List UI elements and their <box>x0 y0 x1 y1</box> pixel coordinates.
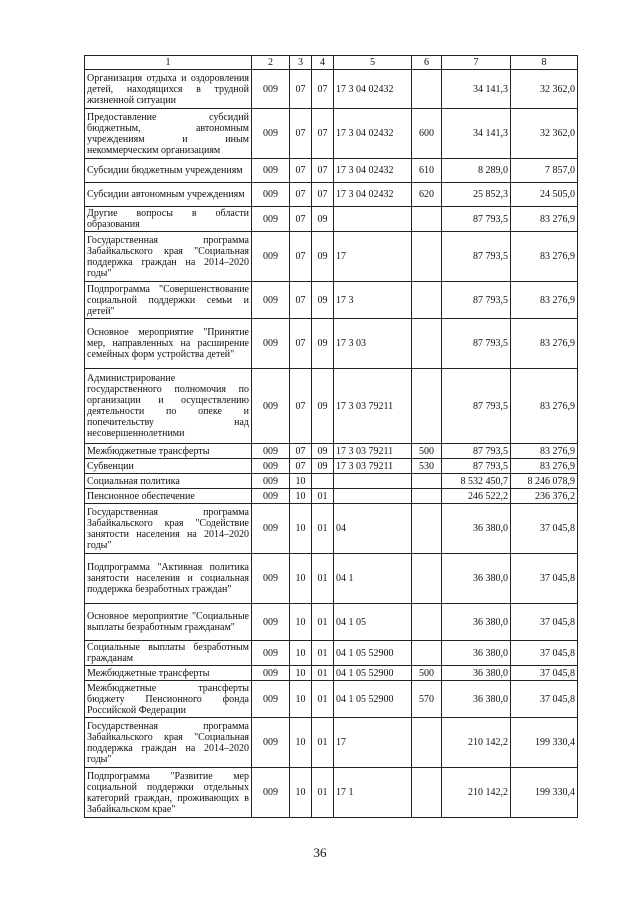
target-article-cell: 04 1 05 52900 <box>334 681 412 718</box>
row-name-cell: Социальная политика <box>85 474 252 489</box>
expense-type-cell <box>412 504 442 554</box>
amount-year1-cell: 36 380,0 <box>442 554 511 604</box>
target-article-cell: 17 3 04 02432 <box>334 183 412 207</box>
amount-year2-cell: 236 376,2 <box>511 489 578 504</box>
target-article-cell <box>334 474 412 489</box>
expense-type-cell <box>412 604 442 641</box>
table-row <box>85 319 578 369</box>
target-article-cell: 17 <box>334 718 412 768</box>
row-name-cell: Подпрограмма "Активная политика занятости населения и социальная поддержка безработных граждан" <box>85 554 252 604</box>
row-name-cell: Субвенции <box>85 459 252 474</box>
ministry-code-cell: 009 <box>252 554 290 604</box>
row-name-cell: Другие вопросы в области образования <box>85 207 252 232</box>
ministry-code-cell: 009 <box>252 159 290 183</box>
ministry-code-cell: 009 <box>252 504 290 554</box>
subsection-code-cell: 01 <box>312 554 334 604</box>
row-name-cell: Межбюджетные трансферты <box>85 666 252 681</box>
expense-type-cell <box>412 232 442 282</box>
table-row <box>85 232 578 282</box>
expense-type-cell: 620 <box>412 183 442 207</box>
section-code-cell: 07 <box>290 319 312 369</box>
section-code-cell: 10 <box>290 474 312 489</box>
amount-year1-cell: 34 141,3 <box>442 70 511 109</box>
target-article-cell: 17 3 03 <box>334 319 412 369</box>
amount-year1-cell: 210 142,2 <box>442 768 511 818</box>
amount-year1-cell: 87 793,5 <box>442 369 511 444</box>
column-header: 6 <box>412 56 442 70</box>
subsection-code-cell: 01 <box>312 768 334 818</box>
section-code-cell: 10 <box>290 768 312 818</box>
target-article-cell: 04 1 05 52900 <box>334 641 412 666</box>
row-name-cell: Предоставление субсидий бюджетным, автономным учреждениям и иным некоммерческим организациям <box>85 109 252 159</box>
target-article-cell: 04 1 05 <box>334 604 412 641</box>
target-article-cell <box>334 489 412 504</box>
subsection-code-cell <box>312 474 334 489</box>
expense-type-cell: 500 <box>412 444 442 459</box>
amount-year1-cell: 87 793,5 <box>442 207 511 232</box>
target-article-cell: 17 3 04 02432 <box>334 70 412 109</box>
amount-year2-cell: 83 276,9 <box>511 319 578 369</box>
column-header: 8 <box>511 56 578 70</box>
amount-year1-cell: 87 793,5 <box>442 232 511 282</box>
target-article-cell: 17 3 04 02432 <box>334 159 412 183</box>
subsection-code-cell: 01 <box>312 489 334 504</box>
row-name-cell: Администрирование государственного полномочия по организации и осуществлению деятельности по опеке и попечительству над несовершеннолетними <box>85 369 252 444</box>
amount-year2-cell: 37 045,8 <box>511 554 578 604</box>
page-number: 36 <box>313 845 327 860</box>
subsection-code-cell: 01 <box>312 681 334 718</box>
table-row <box>85 109 578 159</box>
amount-year1-cell: 87 793,5 <box>442 459 511 474</box>
column-header: 7 <box>442 56 511 70</box>
expense-type-cell <box>412 768 442 818</box>
amount-year1-cell: 36 380,0 <box>442 504 511 554</box>
amount-year2-cell: 83 276,9 <box>511 369 578 444</box>
ministry-code-cell: 009 <box>252 474 290 489</box>
subsection-code-cell: 01 <box>312 604 334 641</box>
ministry-code-cell: 009 <box>252 109 290 159</box>
target-article-cell: 17 3 03 79211 <box>334 459 412 474</box>
amount-year2-cell: 37 045,8 <box>511 641 578 666</box>
table-body <box>85 70 578 818</box>
ministry-code-cell: 009 <box>252 604 290 641</box>
expense-type-cell <box>412 489 442 504</box>
column-header: 1 <box>85 56 252 70</box>
row-name-cell: Социальные выплаты безработным гражданам <box>85 641 252 666</box>
amount-year1-cell: 36 380,0 <box>442 641 511 666</box>
row-name-cell: Субсидии бюджетным учреждениям <box>85 159 252 183</box>
ministry-code-cell: 009 <box>252 70 290 109</box>
amount-year2-cell: 83 276,9 <box>511 444 578 459</box>
subsection-code-cell: 07 <box>312 159 334 183</box>
amount-year2-cell: 83 276,9 <box>511 459 578 474</box>
subsection-code-cell: 01 <box>312 718 334 768</box>
amount-year2-cell: 32 362,0 <box>511 109 578 159</box>
ministry-code-cell: 009 <box>252 369 290 444</box>
table-row <box>85 504 578 554</box>
target-article-cell: 04 1 05 52900 <box>334 666 412 681</box>
ministry-code-cell: 009 <box>252 641 290 666</box>
ministry-code-cell: 009 <box>252 459 290 474</box>
expense-type-cell <box>412 474 442 489</box>
table-row <box>85 681 578 718</box>
expense-type-cell <box>412 718 442 768</box>
amount-year1-cell: 87 793,5 <box>442 319 511 369</box>
subsection-code-cell: 09 <box>312 232 334 282</box>
amount-year2-cell: 83 276,9 <box>511 207 578 232</box>
table-row <box>85 369 578 444</box>
column-header: 3 <box>290 56 312 70</box>
amount-year1-cell: 87 793,5 <box>442 282 511 319</box>
ministry-code-cell: 009 <box>252 319 290 369</box>
ministry-code-cell: 009 <box>252 444 290 459</box>
section-code-cell: 07 <box>290 70 312 109</box>
expense-type-cell: 530 <box>412 459 442 474</box>
row-name-cell: Субсидии автономным учреждениям <box>85 183 252 207</box>
section-code-cell: 10 <box>290 666 312 681</box>
target-article-cell: 04 <box>334 504 412 554</box>
amount-year1-cell: 8 289,0 <box>442 159 511 183</box>
column-number-row <box>85 56 578 70</box>
ministry-code-cell: 009 <box>252 489 290 504</box>
table-row <box>85 768 578 818</box>
target-article-cell: 17 1 <box>334 768 412 818</box>
row-name-cell: Межбюджетные трансферты бюджету Пенсионного фонда Российской Федерации <box>85 681 252 718</box>
subsection-code-cell: 07 <box>312 70 334 109</box>
section-code-cell: 07 <box>290 369 312 444</box>
subsection-code-cell: 09 <box>312 459 334 474</box>
section-code-cell: 07 <box>290 183 312 207</box>
amount-year2-cell: 7 857,0 <box>511 159 578 183</box>
row-name-cell: Организация отдыха и оздоровления детей, находящихся в трудной жизненной ситуации <box>85 70 252 109</box>
amount-year2-cell: 37 045,8 <box>511 504 578 554</box>
table-row <box>85 604 578 641</box>
section-code-cell: 07 <box>290 159 312 183</box>
section-code-cell: 10 <box>290 718 312 768</box>
subsection-code-cell: 07 <box>312 109 334 159</box>
section-code-cell: 10 <box>290 604 312 641</box>
subsection-code-cell: 01 <box>312 504 334 554</box>
amount-year2-cell: 32 362,0 <box>511 70 578 109</box>
expense-type-cell: 610 <box>412 159 442 183</box>
table-row <box>85 718 578 768</box>
table-row <box>85 641 578 666</box>
table-row <box>85 159 578 183</box>
amount-year2-cell: 37 045,8 <box>511 666 578 681</box>
row-name-cell: Государственная программа Забайкальского края "Содействие занятости населения на 2014–2020 годы" <box>85 504 252 554</box>
expense-type-cell <box>412 641 442 666</box>
amount-year1-cell: 210 142,2 <box>442 718 511 768</box>
section-code-cell: 07 <box>290 459 312 474</box>
section-code-cell: 07 <box>290 282 312 319</box>
row-name-cell: Основное мероприятие "Принятие мер, направленных на расширение семейных форм устройства детей" <box>85 319 252 369</box>
ministry-code-cell: 009 <box>252 718 290 768</box>
expense-type-cell: 500 <box>412 666 442 681</box>
amount-year2-cell: 37 045,8 <box>511 604 578 641</box>
column-header: 4 <box>312 56 334 70</box>
amount-year2-cell: 199 330,4 <box>511 768 578 818</box>
table-row <box>85 444 578 459</box>
table-row <box>85 207 578 232</box>
table-row <box>85 183 578 207</box>
row-name-cell: Межбюджетные трансферты <box>85 444 252 459</box>
amount-year1-cell: 36 380,0 <box>442 681 511 718</box>
subsection-code-cell: 09 <box>312 282 334 319</box>
table-row <box>85 554 578 604</box>
row-name-cell: Подпрограмма "Развитие мер социальной поддержки отдельных категорий граждан, проживающих в Забайкальском крае" <box>85 768 252 818</box>
subsection-code-cell: 07 <box>312 183 334 207</box>
target-article-cell: 17 3 04 02432 <box>334 109 412 159</box>
table-row <box>85 489 578 504</box>
expense-type-cell <box>412 319 442 369</box>
ministry-code-cell: 009 <box>252 666 290 681</box>
table-row <box>85 474 578 489</box>
section-code-cell: 10 <box>290 554 312 604</box>
amount-year2-cell: 24 505,0 <box>511 183 578 207</box>
subsection-code-cell: 09 <box>312 319 334 369</box>
amount-year2-cell: 83 276,9 <box>511 282 578 319</box>
row-name-cell: Пенсионное обеспечение <box>85 489 252 504</box>
expense-type-cell: 600 <box>412 109 442 159</box>
subsection-code-cell: 01 <box>312 666 334 681</box>
expense-type-cell: 570 <box>412 681 442 718</box>
expense-type-cell <box>412 554 442 604</box>
table-row <box>85 666 578 681</box>
target-article-cell: 04 1 <box>334 554 412 604</box>
target-article-cell <box>334 207 412 232</box>
row-name-cell: Подпрограмма "Совершенствование социальной поддержки семьи и детей" <box>85 282 252 319</box>
subsection-code-cell: 09 <box>312 444 334 459</box>
table-row <box>85 282 578 319</box>
section-code-cell: 10 <box>290 489 312 504</box>
section-code-cell: 10 <box>290 641 312 666</box>
row-name-cell: Государственная программа Забайкальского края "Социальная поддержка граждан на 2014–2020 годы" <box>85 718 252 768</box>
target-article-cell: 17 3 03 79211 <box>334 369 412 444</box>
row-name-cell: Основное мероприятие "Социальные выплаты безработным гражданам" <box>85 604 252 641</box>
amount-year2-cell: 83 276,9 <box>511 232 578 282</box>
amount-year1-cell: 25 852,3 <box>442 183 511 207</box>
ministry-code-cell: 009 <box>252 207 290 232</box>
amount-year2-cell: 37 045,8 <box>511 681 578 718</box>
amount-year1-cell: 36 380,0 <box>442 604 511 641</box>
expense-type-cell <box>412 207 442 232</box>
section-code-cell: 10 <box>290 504 312 554</box>
ministry-code-cell: 009 <box>252 768 290 818</box>
ministry-code-cell: 009 <box>252 282 290 319</box>
amount-year1-cell: 36 380,0 <box>442 666 511 681</box>
table-row <box>85 70 578 109</box>
target-article-cell: 17 3 <box>334 282 412 319</box>
subsection-code-cell: 01 <box>312 641 334 666</box>
section-code-cell: 10 <box>290 681 312 718</box>
subsection-code-cell: 09 <box>312 369 334 444</box>
expense-type-cell <box>412 70 442 109</box>
section-code-cell: 07 <box>290 207 312 232</box>
ministry-code-cell: 009 <box>252 183 290 207</box>
section-code-cell: 07 <box>290 232 312 282</box>
subsection-code-cell: 09 <box>312 207 334 232</box>
target-article-cell: 17 <box>334 232 412 282</box>
ministry-code-cell: 009 <box>252 232 290 282</box>
amount-year1-cell: 87 793,5 <box>442 444 511 459</box>
target-article-cell: 17 3 03 79211 <box>334 444 412 459</box>
amount-year1-cell: 8 532 450,7 <box>442 474 511 489</box>
amount-year2-cell: 8 246 078,9 <box>511 474 578 489</box>
amount-year2-cell: 199 330,4 <box>511 718 578 768</box>
table-row <box>85 459 578 474</box>
amount-year1-cell: 246 522,2 <box>442 489 511 504</box>
row-name-cell: Государственная программа Забайкальского края "Социальная поддержка граждан на 2014–2020 годы" <box>85 232 252 282</box>
column-header: 5 <box>334 56 412 70</box>
budget-table <box>84 55 578 818</box>
column-header: 2 <box>252 56 290 70</box>
expense-type-cell <box>412 369 442 444</box>
amount-year1-cell: 34 141,3 <box>442 109 511 159</box>
section-code-cell: 07 <box>290 109 312 159</box>
section-code-cell: 07 <box>290 444 312 459</box>
ministry-code-cell: 009 <box>252 681 290 718</box>
expense-type-cell <box>412 282 442 319</box>
